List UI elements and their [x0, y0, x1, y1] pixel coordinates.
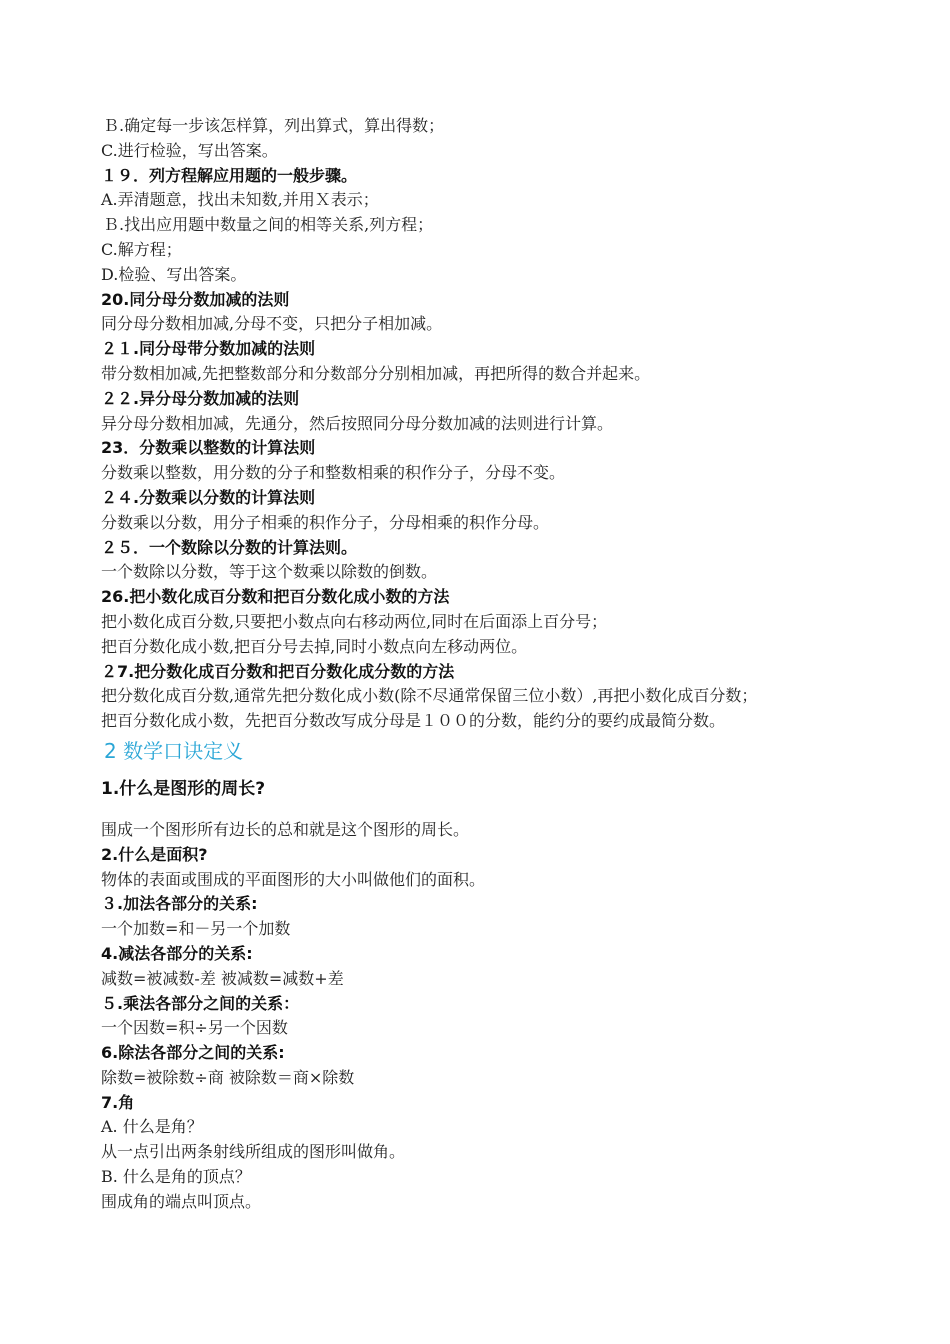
text-27-b: 把百分数化成小数，先把百分数改写成分母是１００的分数，能约分的要约成最简分数。 [101, 711, 726, 731]
text-20: 同分母分数相加减,分母不变，只把分子相加减。 [101, 314, 443, 334]
question-3: ３.加法各部分的关系: [101, 894, 258, 914]
question-1: 1.什么是图形的周长? [101, 778, 266, 799]
text-21: 带分数相加减,先把整数部分和分数部分分别相加减，再把所得的数合并起来。 [101, 363, 651, 383]
answer-1: 围成一个图形所有边长的总和就是这个图形的周长。 [101, 819, 470, 839]
text-27-a: 把分数化成百分数,通常先把分数化成小数(除不尽通常保留三位小数）,再把小数化成百分数； [101, 686, 758, 706]
text-19-b: Ｂ.找出应用题中数量之间的相等关系,列方程； [103, 215, 434, 235]
question-2: 2.什么是面积? [101, 844, 208, 864]
answer-4: 减数=被减数-差 被减数=减数+差 [101, 968, 344, 988]
text-26-a: 把小数化成百分数,只要把小数点向右移动两位,同时在后面添上百分号； [101, 611, 608, 631]
heading-20: 20.同分母分数加减的法则 [101, 289, 290, 309]
question-7: 7.角 [101, 1092, 135, 1112]
text-19-c: C.解方程； [101, 239, 182, 259]
text-19-d: D.检验、写出答案。 [101, 264, 247, 284]
heading-25: ２５．一个数除以分数的计算法则。 [101, 537, 358, 557]
answer-5: 一个因数=积÷另一个因数 [101, 1018, 288, 1038]
answer-6: 除数=被除数÷商 被除数＝商×除数 [101, 1067, 355, 1087]
heading-19: １９．列方程解应用题的一般步骤。 [101, 165, 358, 185]
heading-24: ２４.分数乘以分数的计算法则 [101, 487, 316, 507]
text-25: 一个数除以分数，等于这个数乘以除数的倒数。 [101, 562, 438, 582]
heading-26: 26.把小数化成百分数和把百分数化成小数的方法 [101, 587, 450, 607]
section-heading: 2 数学口诀定义 [104, 738, 244, 763]
heading-23: 23．分数乘以整数的计算法则 [101, 438, 316, 458]
heading-27: ２7.把分数化成百分数和把百分数化成分数的方法 [101, 661, 455, 681]
answer-3: 一个加数=和－另一个加数 [101, 919, 291, 939]
question-4: 4.减法各部分的关系: [101, 943, 253, 963]
answer-2: 物体的表面或围成的平面图形的大小叫做他们的面积。 [101, 869, 486, 889]
answer-7-c: B. 什么是角的顶点？ [101, 1167, 251, 1187]
text-26-b: 把百分数化成小数,把百分号去掉,同时小数点向左移动两位。 [101, 636, 528, 656]
text-22: 异分母分数相加减，先通分，然后按照同分母分数加减的法则进行计算。 [101, 413, 614, 433]
question-5: ５.乘法各部分之间的关系： [101, 993, 300, 1013]
text-23: 分数乘以整数，用分数的分子和整数相乘的积作分子，分母不变。 [101, 463, 566, 483]
heading-22: ２２.异分母分数加减的法则 [101, 388, 300, 408]
step-b-line: Ｂ.确定每一步该怎样算，列出算式，算出得数； [103, 116, 445, 135]
question-6: 6.除法各部分之间的关系: [101, 1043, 285, 1063]
heading-21: ２１.同分母带分数加减的法则 [101, 339, 316, 359]
text-19-a: A.弄清题意，找出未知数,并用Ｘ表示； [101, 190, 379, 210]
step-c-line: C.进行检验，写出答案。 [101, 140, 278, 160]
text-24: 分数乘以分数，用分子相乘的积作分子，分母相乘的积作分母。 [101, 512, 550, 532]
answer-7-d: 围成角的端点叫顶点。 [101, 1191, 262, 1211]
answer-7-a: A. 什么是角？ [101, 1117, 203, 1137]
document-page [101, 114, 846, 1215]
answer-7-b: 从一点引出两条射线所组成的图形叫做角。 [101, 1142, 406, 1162]
